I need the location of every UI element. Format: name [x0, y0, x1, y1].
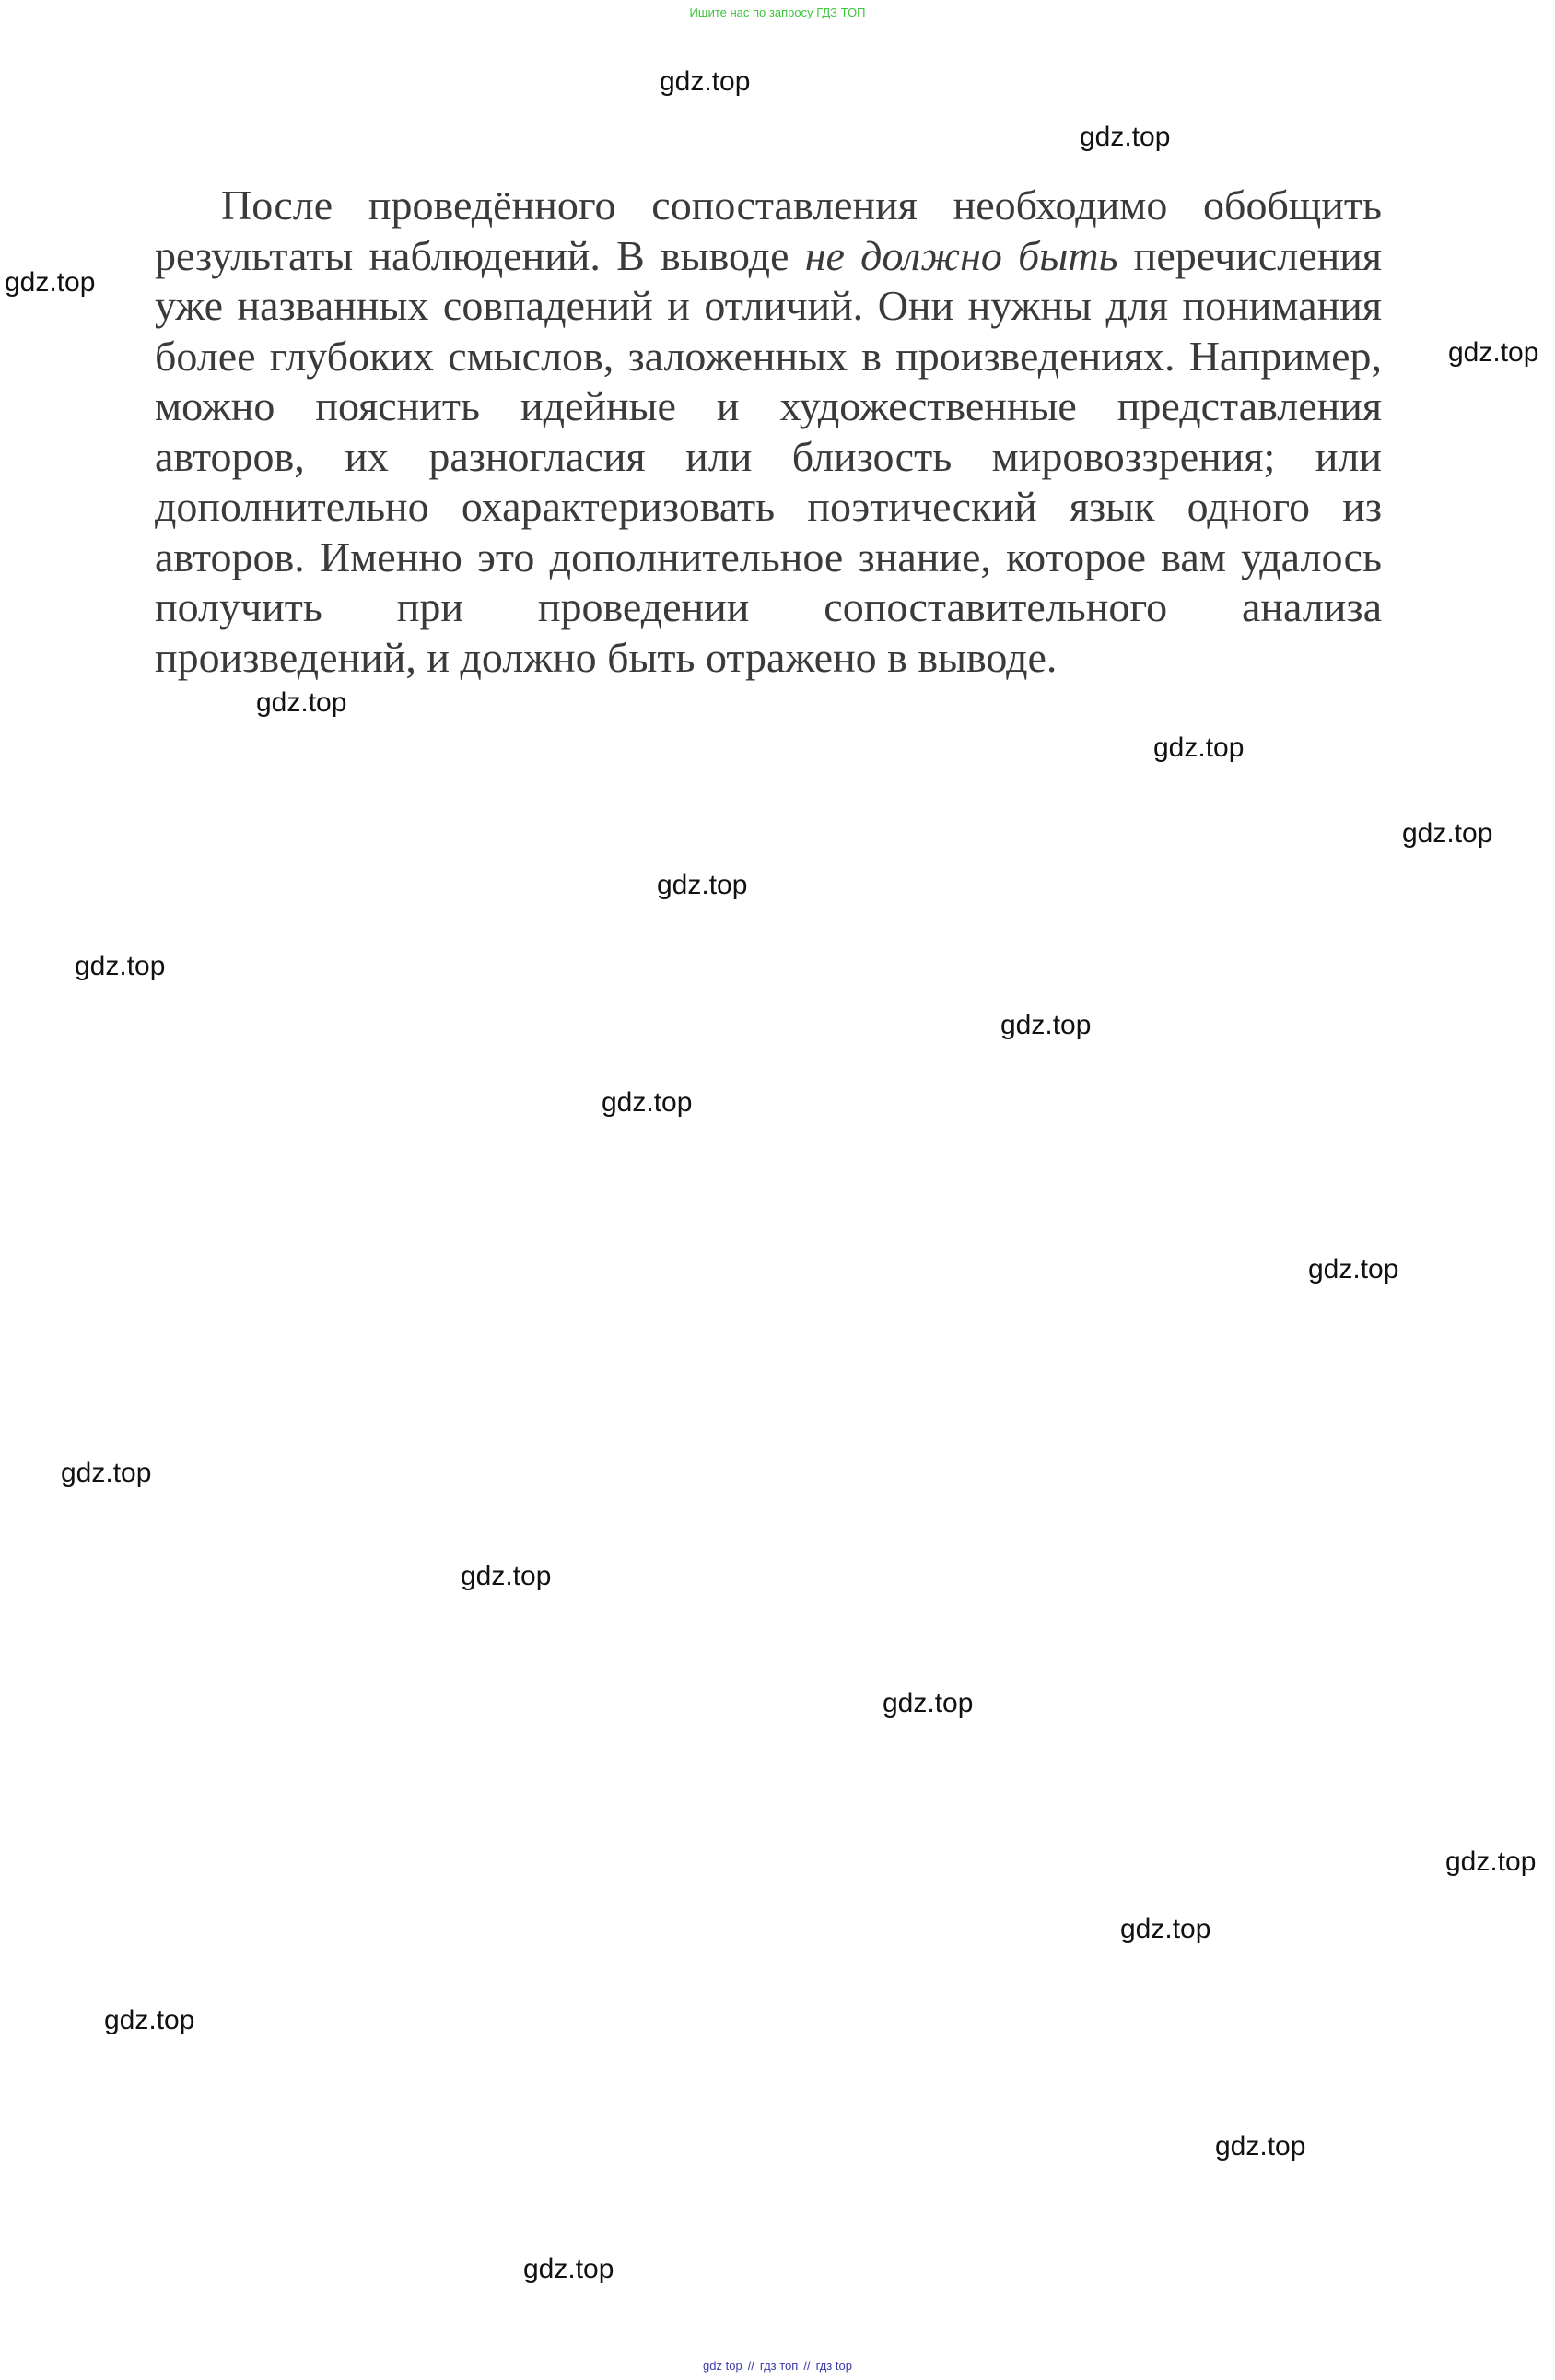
watermark: gdz.top: [1120, 1914, 1211, 1944]
watermark: gdz.top: [1402, 818, 1493, 849]
footer-separator: //: [747, 2359, 754, 2373]
paragraph-emphasis: не должно быть: [804, 231, 1118, 279]
watermark: gdz.top: [660, 66, 751, 97]
watermark: gdz.top: [523, 2254, 614, 2284]
top-banner: Ищите нас по запросу ГДЗ ТОП: [689, 6, 866, 19]
watermark: gdz.top: [1153, 733, 1245, 763]
watermark: gdz.top: [75, 951, 166, 981]
paragraph-part-1: После проведённого сопоставления необходимо обобщить результаты наблюдений. В выводе: [155, 182, 1382, 279]
watermark: gdz.top: [657, 870, 748, 900]
watermark: gdz.top: [104, 2005, 195, 2035]
watermark: gdz.top: [1445, 1847, 1537, 1877]
paragraph-part-2: перечисления уже названных совпадений и отличий. Они нужны для понимания более глубоких смыслов, заложенных в произведениях. Например, можно пояснить идейные и художественные представления авторов, их разногласия или близость мировоззрения; или дополнительно охарактеризовать поэтический язык одного из авторов. Именно это дополнительное знание, которое вам удалось получить при проведении сопоставительного анализа произведений, и должно быть отражено в выводе.: [155, 231, 1383, 681]
watermark: gdz.top: [1080, 122, 1171, 152]
watermark: gdz.top: [1215, 2131, 1306, 2162]
main-paragraph: [155, 181, 1382, 683]
footer-item[interactable]: gdz top: [703, 2359, 742, 2373]
footer-item[interactable]: гдз top: [815, 2359, 852, 2373]
watermark: gdz.top: [1448, 337, 1539, 368]
watermark: gdz.top: [5, 267, 96, 298]
footer-item[interactable]: гдз топ: [759, 2359, 799, 2373]
watermark: gdz.top: [256, 687, 347, 718]
watermark: gdz.top: [1000, 1010, 1092, 1040]
watermark: gdz.top: [883, 1688, 974, 1718]
watermark: gdz.top: [461, 1561, 552, 1591]
footer-separator: //: [803, 2359, 811, 2373]
footer-links: [0, 2359, 1555, 2373]
watermark: gdz.top: [61, 1458, 152, 1488]
watermark: gdz.top: [602, 1087, 693, 1118]
watermark: gdz.top: [1308, 1254, 1399, 1284]
